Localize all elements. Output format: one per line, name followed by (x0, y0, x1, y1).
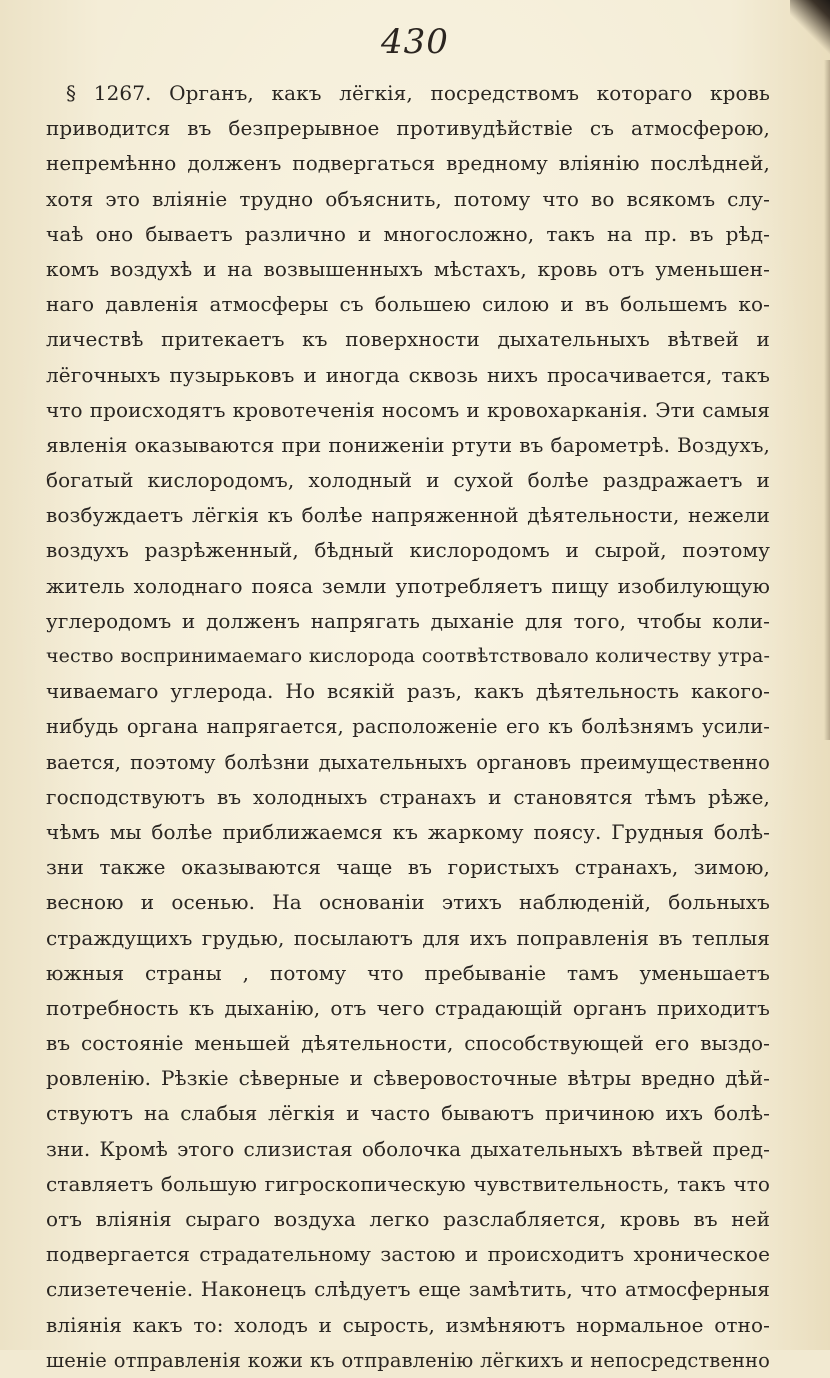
text-line: ствуютъ на слабыя лёгкія и часто бываютъ причиною ихъ болѣ- (46, 1101, 770, 1126)
text-line: богатый кислородомъ, холодный и сухой болѣе раздражаетъ и (46, 468, 770, 493)
text-line: чество воспринимаемаго кислорода соотвѣтствовало количеству утра- (46, 645, 770, 667)
text-line: воздухъ разрѣженный, бѣдный кислородомъ и сырой, поэтому (46, 538, 770, 563)
text-line: господствуютъ въ холодныхъ странахъ и становятся тѣмъ рѣже, (46, 784, 770, 809)
text-line: ровленію. Рѣзкіе сѣверные и сѣверовосточные вѣтры вредно дѣй- (46, 1066, 770, 1091)
text-line: возбуждаетъ лёгкія къ болѣе напряженной дѣятельности, нежели (46, 503, 770, 528)
text-line: непремѣнно долженъ подвергаться вредному вліянію послѣдней, (46, 151, 770, 176)
text-line: вліянія какъ то: холодъ и сырость, измѣняютъ нормальное отно- (46, 1312, 770, 1337)
text-line: углеродомъ и долженъ напрягать дыханіе для того, чтобы коли- (46, 608, 770, 633)
text-line: житель холоднаго пояса земли употребляетъ пищу изобилующую (46, 573, 770, 598)
text-line: зни также оказываются чаще въ гористыхъ странахъ, зимою, (46, 855, 770, 880)
text-line: лёгочныхъ пузырьковъ и иногда сквозь нихъ просачивается, такъ (46, 362, 770, 387)
text-line: § 1267. Органъ, какъ лёгкія, посредствомъ котораго кровь (66, 81, 770, 105)
text-line: южныя страны , потому что пребываніе тамъ уменьшаетъ (46, 960, 770, 985)
text-line: шеніе отправленія кожи къ отправленію лёгкихъ и непосредственно (46, 1348, 770, 1372)
text-line: подвергается страдательному застою и происходитъ хроническое (46, 1242, 770, 1267)
text-line: вается, поэтому болѣзни дыхательныхъ органовъ преимущественно (46, 750, 770, 774)
text-line: потребность къ дыханію, отъ чего страдающій органъ приходитъ (46, 995, 770, 1020)
text-line: хотя это вліяніе трудно объяснить, потому что во всякомъ слу- (46, 186, 770, 211)
text-line: чиваемаго углерода. Но всякій разъ, какъ дѣятельность какого- (46, 679, 770, 704)
text-line: нибудь органа напрягается, расположеніе его къ болѣзнямъ усили- (46, 715, 770, 739)
text-line: въ состояніе меньшей дѣятельности, способствующей его выздо- (46, 1031, 770, 1056)
text-line: явленія оказываются при пониженіи ртути въ барометрѣ. Воздухъ, (46, 432, 770, 457)
body-text (46, 76, 770, 1378)
text-line: страждущихъ грудью, посылаютъ для ихъ поправленія въ теплыя (46, 925, 770, 950)
page-number: 430 (381, 22, 449, 62)
text-line: чѣмъ мы болѣе приближаемся къ жаркому поясу. Грудныя болѣ- (46, 819, 770, 844)
text-line: зни. Кромѣ этого слизистая оболочка дыхательныхъ вѣтвей пред- (46, 1136, 770, 1161)
text-line: что происходятъ кровотеченія носомъ и кровохарканія. Эти самыя (46, 397, 770, 422)
text-line: личествѣ притекаетъ къ поверхности дыхательныхъ вѣтвей и (46, 327, 770, 352)
text-line: приводится въ безпрерывное противудѣйствіе съ атмосферою, (46, 116, 770, 141)
text-line: комъ воздухѣ и на возвышенныхъ мѣстахъ, кровь отъ уменьшен- (46, 256, 770, 281)
text-line: отъ вліянія сыраго воздуха легко разслабляется, кровь въ ней (46, 1207, 770, 1231)
text-line: весною и осенью. На основаніи этихъ наблюденій, больныхъ (46, 890, 770, 915)
page-edge-shadow (824, 60, 830, 740)
text-line: ставляетъ большую гигроскопическую чувствительность, такъ что (46, 1171, 770, 1196)
text-line: наго давленія атмосферы съ большею силою и въ большемъ ко- (46, 292, 770, 317)
text-line: слизетеченіе. Наконецъ слѣдуетъ еще замѣтить, что атмосферныя (46, 1277, 770, 1302)
text-line: чаѣ оно бываетъ различно и многосложно, такъ на пр. въ рѣд- (46, 221, 770, 246)
